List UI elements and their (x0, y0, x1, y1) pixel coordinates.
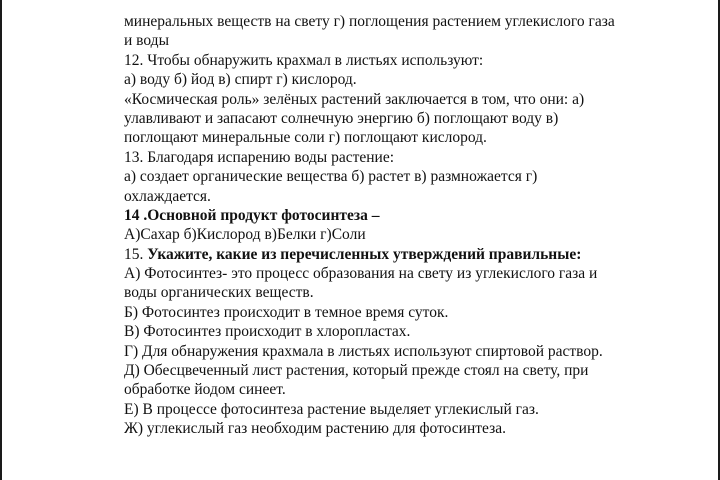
question-14: 14 .Основной продукт фотосинтеза – (124, 206, 380, 224)
document-body (124, 12, 696, 439)
statement-item: Ж) углекислый газ необходим растению для фотосинтеза. (124, 420, 506, 438)
question-15-number: 15. (124, 245, 148, 263)
page-border-left (0, 0, 2, 480)
answer-options: а) воду б) йод в) спирт г) кислород. (124, 71, 357, 89)
statement-item: В) Фотосинтез происходит в хлоропластах. (124, 323, 411, 341)
text-line: «Космическая роль» зелёных растений заключается в том, что они: а) (124, 90, 585, 108)
statement-item: Е) В процессе фотосинтеза растение выделяет углекислый газ. (124, 400, 539, 418)
question-12: 12. Чтобы обнаружить крахмал в листьях используют: (124, 51, 484, 69)
text-line: воды органических веществ. (124, 284, 314, 302)
answer-options: а) создает органические вещества б) растет в) размножается г) (124, 168, 538, 186)
question-15-text: Укажите, какие из перечисленных утверждений правильные: (147, 245, 582, 263)
statement-item: А) Фотосинтез- это процесс образования на свету из углекислого газа и (124, 265, 598, 283)
text-line: поглощают минеральные соли г) поглощают кислород. (124, 129, 487, 147)
statement-item: Г) Для обнаружения крахмала в листьях используют спиртовой раствор. (124, 342, 603, 360)
text-line: улавливают и запасают солнечную энергию б) поглощают воду в) (124, 109, 559, 127)
question-13: 13. Благодаря испарению воды растение: (124, 148, 395, 166)
text-line: охлаждается. (124, 187, 211, 205)
question-15 (124, 245, 696, 264)
text-line: и воды (124, 32, 169, 50)
answer-options: А)Сахар б)Кислород в)Белки г)Соли (124, 226, 366, 244)
text-line: минеральных веществ на свету г) поглощения растением углекислого газа (124, 13, 615, 30)
statement-item: Б) Фотосинтез происходит в темное время суток. (124, 303, 449, 321)
text-line: обработке йодом синеет. (124, 381, 286, 399)
statement-item: Д) Обесцвеченный лист растения, который прежде стоял на свету, при (124, 362, 589, 380)
